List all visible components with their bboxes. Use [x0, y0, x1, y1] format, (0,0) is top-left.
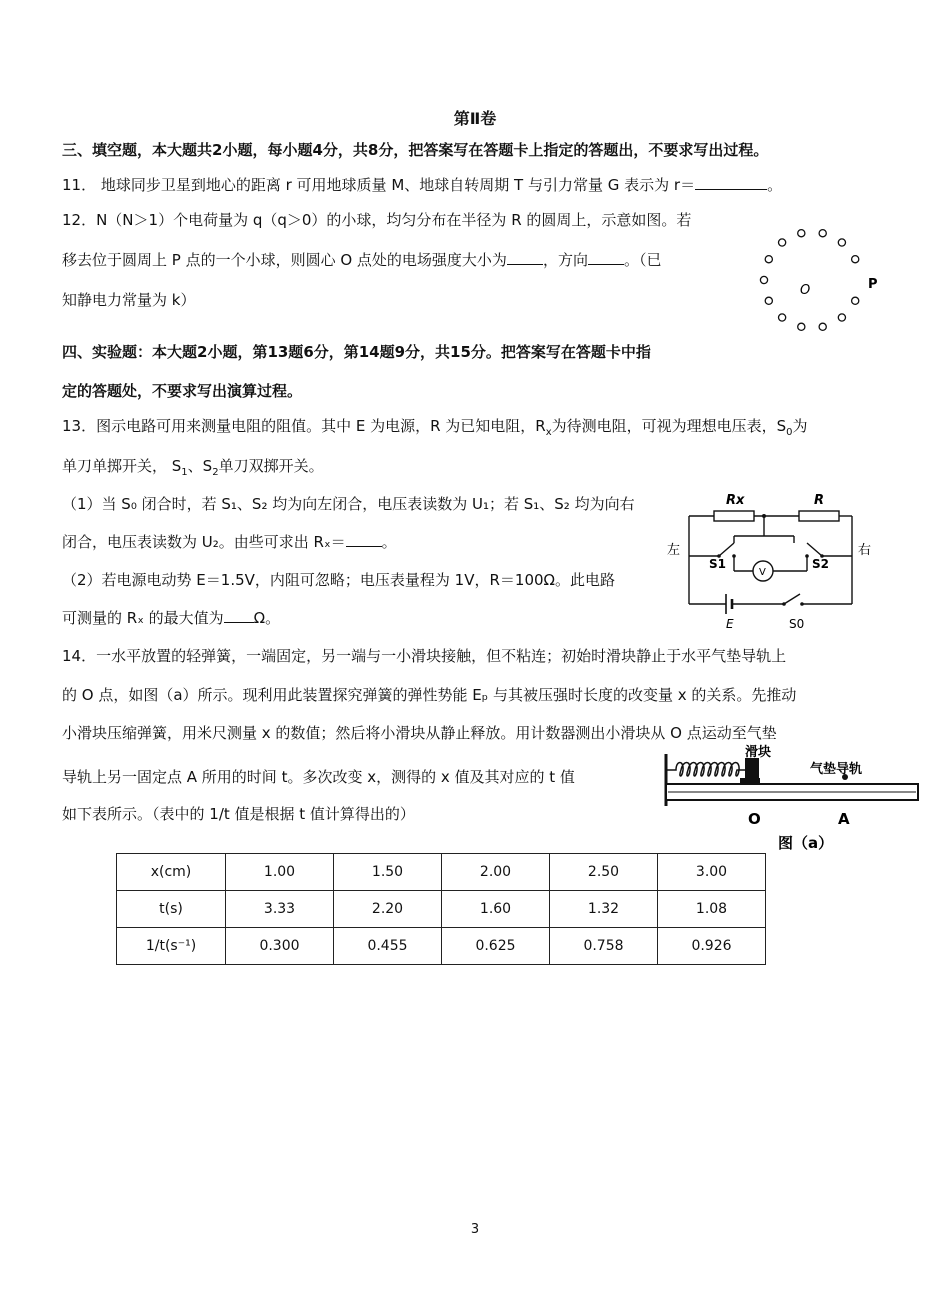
- charge-ring-figure: [752, 222, 882, 337]
- table-cell: 0.300: [226, 928, 334, 965]
- section3-heading: 三、填空题，本大题共2小题，每小题4分，共8分，把答案写在答题卡上指定的答题出，不要求写出过程。: [62, 141, 769, 159]
- charge-ball: [852, 297, 859, 304]
- q12-line3: 知静电力常量为 k）: [62, 291, 196, 309]
- s0-switch: [784, 594, 800, 604]
- row-label: x(cm): [117, 854, 226, 891]
- q13-part2-line1: （2）若电源电动势 E＝1.5V，内阻可忽略；电压表量程为 1V，R＝100Ω。此电路: [62, 571, 615, 589]
- table-cell: 0.758: [550, 928, 658, 965]
- page-number: 3: [470, 1222, 480, 1237]
- air-track-figure: [660, 744, 926, 856]
- spring: [666, 763, 745, 777]
- q13-line2-c: 单刀双掷开关。: [218, 457, 324, 475]
- q12-magnitude-blank[interactable]: [507, 250, 543, 265]
- section4-heading-line1: 四、实验题：本大题2小题，第13题6分，第14题9分，共15分。把答案写在答题卡中指: [62, 343, 651, 361]
- q13-part2-line2-b: Ω。: [253, 609, 281, 627]
- table-cell: 0.926: [658, 928, 766, 965]
- s2-label: S2: [812, 557, 829, 571]
- section4-heading-line2: 定的答题处，不要求写出演算过程。: [62, 382, 303, 400]
- table-cell: 2.20: [334, 891, 442, 928]
- charge-ball: [819, 323, 826, 330]
- q13-line2-s2: 2: [212, 467, 219, 478]
- table-row: [117, 854, 766, 891]
- charge-ball: [852, 256, 859, 263]
- e-label: E: [726, 617, 734, 631]
- q14-line5: 如下表所示。（表中的 1/t 值是根据 t 值计算得出的）: [62, 805, 415, 823]
- q13-line2-a: 单刀单掷开关， S: [62, 457, 182, 475]
- data-table: [116, 853, 766, 965]
- q12-line1: 12．N（N＞1）个电荷量为 q（q＞0）的小球，均匀分布在半径为 R 的圆周上，示意如图。若: [62, 211, 692, 229]
- charge-ball: [838, 314, 845, 321]
- q13-rx-blank[interactable]: [346, 532, 382, 547]
- charge-ball: [779, 239, 786, 246]
- q11-end: 。: [767, 176, 783, 194]
- q13-line1-b: 为待测电阻，可视为理想电压表，S: [551, 417, 787, 435]
- r-resistor: [799, 511, 839, 521]
- slider-label: 滑块: [745, 745, 772, 760]
- table-row: [117, 891, 766, 928]
- q13-part2-line2: [62, 607, 280, 628]
- charge-ball: [838, 239, 845, 246]
- table-cell: 0.625: [442, 928, 550, 965]
- q14-line1: 14．一水平放置的轻弹簧，一端固定，另一端与一小滑块接触，但不粘连；初始时滑块静止于水平气垫导轨上: [62, 647, 787, 665]
- q11-answer-blank[interactable]: [695, 175, 767, 190]
- rx-resistor: [714, 511, 754, 521]
- table-row: [117, 928, 766, 965]
- q14-line3: 小滑块压缩弹簧，用米尺测量 x 的数值；然后将小滑块从静止释放。用计数器测出小滑块从 O 点运动至气垫: [62, 724, 777, 742]
- table-cell: 0.455: [334, 928, 442, 965]
- q12-line2-a: 移去位于圆周上 P 点的一个小球，则圆心 O 点处的电场强度大小为: [62, 251, 507, 269]
- q13-line1: [62, 415, 808, 438]
- q13-part1-line2: [62, 531, 397, 552]
- table-cell: 2.50: [550, 854, 658, 891]
- table-cell: 1.00: [226, 854, 334, 891]
- q13-line2: [62, 455, 324, 478]
- q13-part1-line2-a: 闭合，电压表读数为 U₂。由些可求出 Rₓ＝: [62, 533, 346, 551]
- figure-caption: 图（a）: [778, 834, 834, 852]
- charge-ball: [760, 276, 767, 283]
- point-o-label: O: [748, 810, 761, 828]
- q14-line4: 导轨上另一固定点 A 所用的时间 t。多次改变 x，测得的 x 值及其对应的 t 值: [62, 768, 575, 786]
- row-label: 1/t(s⁻¹): [117, 928, 226, 965]
- q13-line1-sub: x: [545, 427, 552, 438]
- left-label: 左: [667, 543, 681, 558]
- q13-part2-line2-a: 可测量的 Rₓ 的最大值为: [62, 609, 224, 627]
- voltmeter-label: V: [759, 567, 766, 578]
- table-cell: 2.00: [442, 854, 550, 891]
- charge-ball: [765, 256, 772, 263]
- q12-line2-b: ，方向: [542, 251, 588, 269]
- q14-line2: 的 O 点，如图（a）所示。现利用此装置探究弹簧的弹性势能 Eₚ 与其被压强时长度的改变量 x 的关系。先推动: [62, 686, 797, 704]
- q12-direction-blank[interactable]: [588, 250, 624, 265]
- q13-max-blank[interactable]: [224, 608, 254, 623]
- q13-line2-b: 、S: [187, 457, 213, 475]
- charge-ball: [819, 230, 826, 237]
- r-label: R: [814, 493, 825, 508]
- table-cell: 1.32: [550, 891, 658, 928]
- q12-line2: [62, 249, 661, 270]
- q13-line1-sub2: 0: [786, 427, 793, 438]
- center-o-label: O: [800, 283, 811, 298]
- q13-part1-line2-b: 。: [381, 533, 397, 551]
- right-label: 右: [858, 543, 872, 558]
- circuit-diagram: [664, 486, 874, 632]
- q13-line1-c: 为: [792, 417, 808, 435]
- q12-line2-c: 。（已: [623, 251, 662, 269]
- s0-label: S0: [789, 617, 805, 631]
- table-cell: 1.50: [334, 854, 442, 891]
- table-cell: 1.08: [658, 891, 766, 928]
- question-11: [62, 174, 782, 195]
- q11-text: 11． 地球同步卫星到地心的距离 r 可用地球质量 M、地球自转周期 T 与引力常量 G 表示为 r＝: [62, 176, 696, 194]
- q13-part1-line1: （1）当 S₀ 闭合时，若 S₁、S₂ 均为向左闭合，电压表读数为 U₁；若 S₁、S₂ 均为向右: [62, 495, 635, 513]
- s1-label: S1: [709, 557, 726, 571]
- part-title: 第Ⅱ卷: [453, 109, 497, 128]
- charge-ring: [760, 230, 858, 331]
- point-a-label: A: [838, 810, 850, 828]
- charge-ball: [765, 297, 772, 304]
- point-p-label: P: [868, 277, 878, 292]
- charge-ball: [779, 314, 786, 321]
- rail-label: 气垫导轨: [810, 762, 863, 777]
- q13-line1-a: 13．图示电路可用来测量电阻的阻值。其中 E 为电源，R 为已知电阻，R: [62, 417, 546, 435]
- q13-line2-s1: 1: [181, 467, 188, 478]
- charge-ball: [798, 230, 805, 237]
- table-cell: 1.60: [442, 891, 550, 928]
- table-cell: 3.00: [658, 854, 766, 891]
- table-cell: 3.33: [226, 891, 334, 928]
- row-label: t(s): [117, 891, 226, 928]
- charge-ball: [798, 323, 805, 330]
- rx-label: Rx: [726, 493, 745, 508]
